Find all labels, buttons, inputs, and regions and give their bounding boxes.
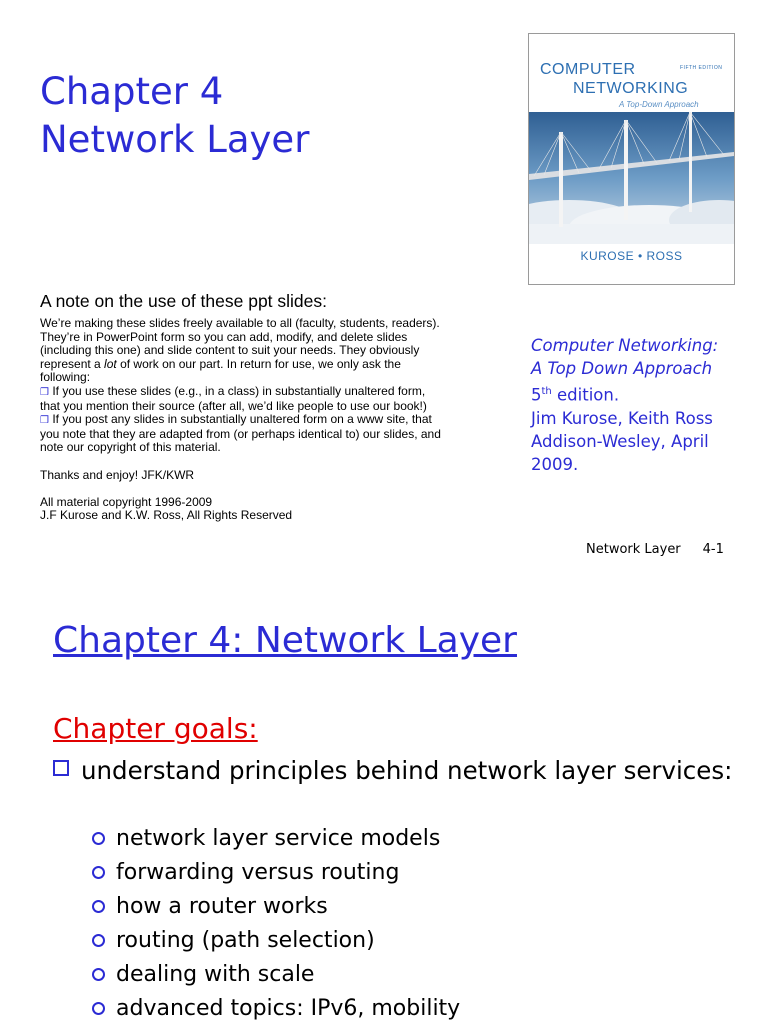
book-cover-title-line1: COMPUTER [540, 61, 636, 78]
book-ref-year: 2009. [531, 454, 579, 474]
spacer [40, 455, 480, 469]
footer-label: Network Layer [586, 542, 681, 557]
note-line: (including this one) and slide content to suit your needs. They obviously [40, 343, 420, 358]
goals-heading: Chapter goals: [53, 712, 258, 745]
thanks-line: Thanks and enjoy! JFK/KWR [40, 467, 195, 482]
book-ref-publisher: Addison-Wesley, April [531, 431, 709, 451]
edition-text: edition. [551, 385, 620, 405]
book-ref-edition [531, 380, 718, 407]
note-bullet [40, 385, 480, 400]
book-reference [531, 334, 718, 476]
list-item-text: how a router works [116, 894, 328, 919]
spacer [40, 482, 480, 496]
note-text: represent a [40, 356, 105, 371]
note-line: following: [40, 370, 91, 385]
square-bullet-icon [53, 760, 69, 776]
note-bullet [40, 413, 480, 428]
book-cover-subtitle: A Top-Down Approach [619, 100, 699, 109]
note-text: If you use these slides (e.g., in a class) in substantially unaltered form, [52, 383, 426, 398]
book-cover-image [528, 33, 735, 285]
list-item-text: network layer service models [116, 826, 441, 851]
list-item-text: advanced topics: IPv6, mobility [116, 996, 461, 1021]
note-text: of work on our part. In return for use, we only ask the [116, 356, 401, 371]
circle-bullet-icon [92, 1002, 105, 1015]
book-cover-authors: KUROSE • ROSS [580, 249, 683, 263]
book-ref-title: Computer Networking: [531, 336, 719, 355]
book-cover-title-line2: NETWORKING [573, 80, 689, 97]
edition-number: 5 [531, 385, 542, 405]
list-item-text: dealing with scale [116, 962, 315, 987]
circle-bullet-icon [92, 900, 105, 913]
note-line [40, 358, 480, 372]
square-bullet-icon: ❒ [40, 415, 49, 427]
slide1-title-line1: Chapter 4 [40, 70, 224, 113]
note-line: you note that they are adapted from (or perhaps identical to) our slides, and [40, 426, 441, 441]
slide-footer [586, 542, 724, 557]
page-number: 4-1 [702, 542, 724, 557]
circle-bullet-icon [92, 934, 105, 947]
copyright-line: All material copyright 1996-2009 [40, 494, 213, 509]
slide1-title [40, 68, 309, 164]
book-ref-subtitle: A Top Down Approach [531, 359, 713, 378]
edition-suffix: th [541, 386, 552, 397]
usage-note [40, 317, 480, 523]
square-bullet-icon: ❒ [40, 386, 49, 398]
note-line: They’re in PowerPoint form so you can add, modify, and delete slides [40, 329, 408, 344]
main-bullet-text: understand principles behind network layer services: [81, 756, 733, 785]
list-item-text: forwarding versus routing [116, 860, 400, 885]
note-line: note our copyright of this material. [40, 440, 221, 455]
book-ref-authors: Jim Kurose, Keith Ross [531, 408, 713, 428]
note-heading: A note on the use of these ppt slides: [40, 291, 328, 311]
note-line: We’re making these slides freely available to all (faculty, students, readers). [40, 316, 440, 330]
bridge-photo [529, 112, 734, 244]
note-line: that you mention their source (after all, we’d like people to use our book!) [40, 398, 427, 413]
slide1-title-line2: Network Layer [40, 118, 310, 161]
note-emphasis: lot [104, 356, 117, 371]
book-cover-edition: FIFTH EDITION [680, 65, 723, 71]
circle-bullet-icon [92, 968, 105, 981]
main-bullet [53, 756, 733, 786]
note-text: If you post any slides in substantially unaltered form on a www site, that [52, 412, 432, 427]
slide2-title: Chapter 4: Network Layer [53, 620, 517, 661]
list-item-text: routing (path selection) [116, 928, 375, 953]
circle-bullet-icon [92, 832, 105, 845]
copyright-line: J.F Kurose and K.W. Ross, All Rights Reserved [40, 508, 293, 523]
circle-bullet-icon [92, 866, 105, 879]
